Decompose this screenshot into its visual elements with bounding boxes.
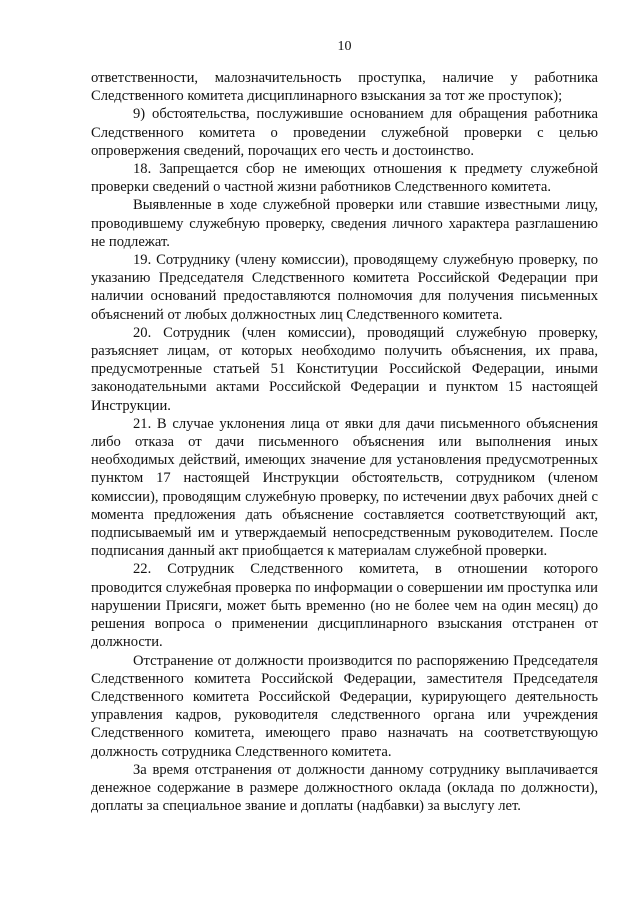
paragraph: За время отстранения от должности данному сотруднику выплачивается денежное содержание в размере должностного оклада (оклада по должности), доплаты за специальное звание и доплаты (надбавки) за выслугу лет. bbox=[91, 761, 598, 815]
paragraph: 21. В случае уклонения лица от явки для дачи письменного объяснения либо отказа от дачи письменного объяснения или выполнения иных необходимых действий, имеющих значение для установления предусмотренных пунктом 17 настоящей Инструкции обстоятельств, сотрудником (членом комиссии), проводящим служебную проверку, по истечении двух рабочих дней с момента предложения дать объяснение составляется соответствующий акт, подписываемый им и утверждаемый непосредственным руководителем. После подписания данный акт приобщается к материалам служебной проверки. bbox=[91, 415, 598, 560]
paragraph: Отстранение от должности производится по распоряжению Председателя Следственного комитета Российской Федерации, заместителя Председателя Следственного комитета Российской Федерации, курирующего деятельность управления кадров, руководителя следственного органа или учреждения Следственного комитета, имеющего право назначать на соответствующую должность сотрудника Следственного комитета. bbox=[91, 652, 598, 760]
document-body bbox=[91, 69, 598, 815]
paragraph: Выявленные в ходе служебной проверки или ставшие известными лицу, проводившему служебную проверку, сведения личного характера разглашению не подлежат. bbox=[91, 197, 598, 250]
paragraph: 19. Сотруднику (члену комиссии), проводящему служебную проверку, по указанию Председателя Следственного комитета Российской Федерации при наличии оснований предоставляются полномочия для получения письменных объяснений от любых должностных лиц Следственного комитета. bbox=[91, 252, 598, 323]
paragraph: 22. Сотрудник Следственного комитета, в отношении которого проводится служебная проверка по информации о совершении им проступка или нарушении Присяги, может быть временно (но не более чем на один месяц) до решения вопроса о применении дисциплинарного взыскания отстранен от должности. bbox=[91, 561, 598, 651]
document-page bbox=[91, 38, 598, 815]
page-number: 10 bbox=[337, 39, 352, 54]
paragraph: 18. Запрещается сбор не имеющих отношения к предмету служебной проверки сведений о частной жизни работников Следственного комитета. bbox=[91, 161, 598, 196]
paragraph: 20. Сотрудник (член комиссии), проводящий служебную проверку, разъясняет лицам, от которых необходимо получить объяснения, их права, предусмотренные статьей 51 Конституции Российской Федерации, иными законодательными актами Российской Федерации и пунктом 15 настоящей Инструкции. bbox=[91, 324, 598, 414]
paragraph: ответственности, малозначительность проступка, наличие у работника Следственного комитета дисциплинарного взыскания за тот же проступок); bbox=[91, 70, 598, 105]
paragraph: 9) обстоятельства, послужившие основанием для обращения работника Следственного комитета о проведении служебной проверки с целью опровержения сведений, порочащих его честь и достоинство. bbox=[91, 106, 598, 159]
